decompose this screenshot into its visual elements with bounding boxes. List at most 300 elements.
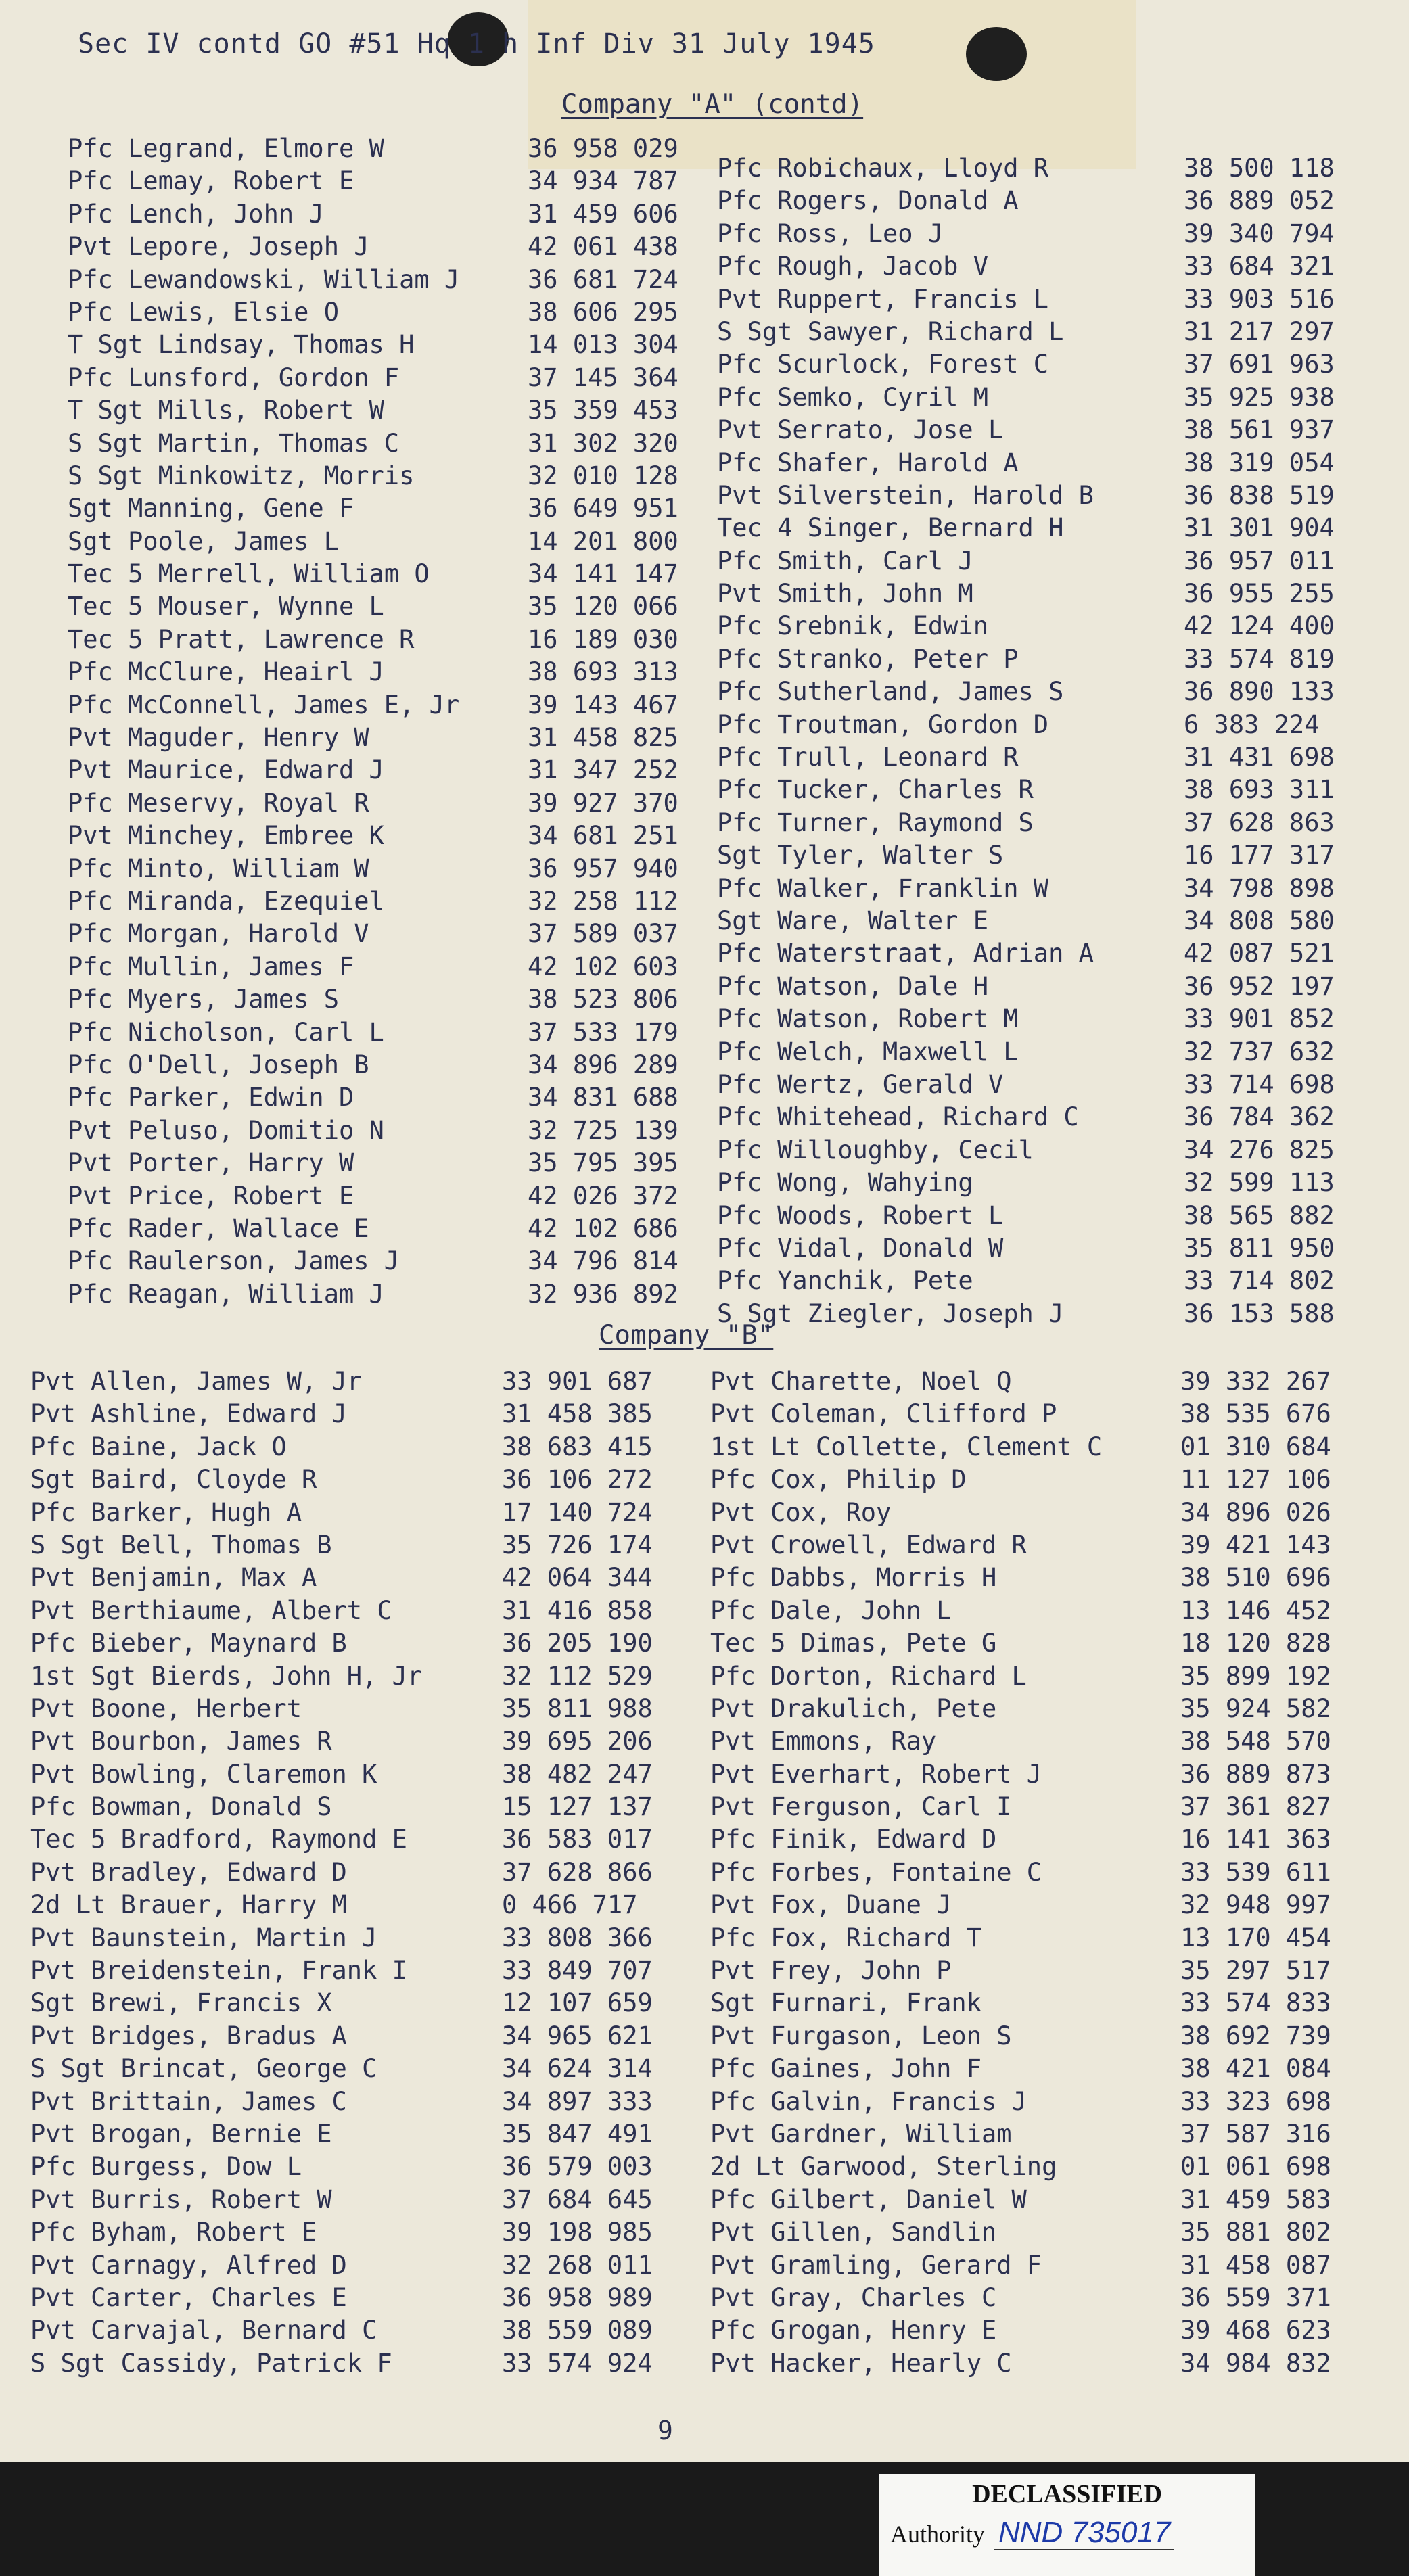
soldier-name: Pvt Carter, Charles E xyxy=(30,2282,347,2312)
soldier-name: Pvt Gardner, William xyxy=(710,2119,1012,2149)
soldier-name: Pfc Mullin, James F xyxy=(68,952,354,981)
soldier-name: Pvt Baunstein, Martin J xyxy=(30,1923,377,1952)
roster-entry xyxy=(68,1245,690,1278)
soldier-name: Tec 5 Pratt, Lawrence R xyxy=(68,624,415,654)
roster-entry xyxy=(68,853,690,885)
roster-entry xyxy=(30,2053,680,2085)
serial-number: 38 561 937 xyxy=(1184,415,1335,445)
serial-number: 32 599 113 xyxy=(1184,1168,1335,1198)
serial-number: 36 681 724 xyxy=(528,264,678,294)
roster-entry xyxy=(30,2249,680,2282)
soldier-name: Pfc Watson, Robert M xyxy=(717,1004,1019,1034)
roster-entry xyxy=(30,2118,680,2151)
soldier-name: Pfc Gilbert, Daniel W xyxy=(710,2184,1027,2214)
serial-number: 35 726 174 xyxy=(502,1530,653,1560)
soldier-name: Pfc Woods, Robert L xyxy=(717,1200,1004,1230)
serial-number: 14 201 800 xyxy=(528,526,678,556)
roster-entry xyxy=(710,2249,1366,2282)
serial-number: 35 925 938 xyxy=(1184,382,1335,412)
serial-number: 37 628 863 xyxy=(1184,807,1335,837)
roster-entry xyxy=(710,2053,1366,2085)
serial-number: 36 649 951 xyxy=(528,494,678,523)
roster-entry xyxy=(68,198,690,231)
serial-number: 42 064 344 xyxy=(502,1563,653,1593)
soldier-name: S Sgt Cassidy, Patrick F xyxy=(30,2348,392,2378)
soldier-name: Pfc Vidal, Donald W xyxy=(717,1233,1004,1263)
soldier-name: Pfc Burgess, Dow L xyxy=(30,2152,302,2182)
serial-number: 16 141 363 xyxy=(1180,1825,1331,1854)
serial-number: 38 548 570 xyxy=(1180,1727,1331,1756)
serial-number: 34 276 825 xyxy=(1184,1135,1335,1165)
roster-entry xyxy=(717,872,1366,905)
roster-entry xyxy=(710,1693,1366,1725)
soldier-name: Pfc Morgan, Harold V xyxy=(68,919,369,949)
soldier-name: Pvt Breidenstein, Frank I xyxy=(30,1956,407,1986)
roster-entry xyxy=(68,1049,690,1081)
serial-number: 33 901 687 xyxy=(502,1367,653,1396)
roster-entry xyxy=(717,643,1366,676)
roster-entry xyxy=(68,427,690,460)
soldier-name: Pfc Miranda, Ezequiel xyxy=(68,886,384,916)
roster-entry xyxy=(710,2282,1366,2314)
serial-number: 34 796 814 xyxy=(528,1246,678,1276)
roster-entry xyxy=(710,1398,1366,1430)
serial-number: 31 458 087 xyxy=(1180,2250,1331,2280)
serial-number: 13 170 454 xyxy=(1180,1923,1331,1952)
soldier-name: Pfc O'Dell, Joseph B xyxy=(68,1050,369,1079)
soldier-name: Tec 5 Dimas, Pete G xyxy=(710,1629,997,1658)
serial-number: 15 127 137 xyxy=(502,1792,653,1822)
serial-number: 34 896 026 xyxy=(1180,1497,1331,1527)
roster-entry xyxy=(710,1725,1366,1758)
roster-entry xyxy=(717,348,1366,381)
company-b-heading: Company "B" xyxy=(599,1320,774,1351)
serial-number: 33 574 833 xyxy=(1180,1988,1331,2018)
soldier-name: S Sgt Brincat, George C xyxy=(30,2054,377,2084)
roster-entry xyxy=(717,1298,1366,1330)
roster-entry xyxy=(68,983,690,1016)
roster-entry xyxy=(30,1562,680,1594)
serial-number: 31 217 297 xyxy=(1184,317,1335,346)
serial-number: 16 177 317 xyxy=(1184,841,1335,870)
serial-number: 36 889 052 xyxy=(1184,186,1335,216)
roster-entry xyxy=(68,329,690,361)
soldier-name: Pfc Nicholson, Carl L xyxy=(68,1017,384,1047)
stamp-title: DECLASSIFIED xyxy=(972,2480,1162,2508)
soldier-name: Pvt Brogan, Bernie E xyxy=(30,2119,332,2149)
serial-number: 36 958 029 xyxy=(528,134,678,163)
serial-number: 12 107 659 xyxy=(502,1988,653,2018)
soldier-name: Pfc Barker, Hugh A xyxy=(30,1497,302,1527)
serial-number: 36 559 371 xyxy=(1180,2282,1331,2312)
serial-number: 14 013 304 xyxy=(528,330,678,360)
document-header: Sec IV contd GO #51 Hq 1 h Inf Div 31 July 1945 xyxy=(78,28,875,60)
roster-entry xyxy=(30,2282,680,2314)
soldier-name: Pvt Ashline, Edward J xyxy=(30,1399,347,1429)
company-b-left-roster xyxy=(30,1365,680,2380)
soldier-name: Pfc Grogan, Henry E xyxy=(710,2316,997,2345)
serial-number: 34 681 251 xyxy=(528,821,678,851)
serial-number: 33 849 707 xyxy=(502,1956,653,1986)
roster-entry xyxy=(710,1529,1366,1562)
serial-number: 38 535 676 xyxy=(1180,1399,1331,1429)
roster-entry xyxy=(717,610,1366,642)
serial-number: 39 332 267 xyxy=(1180,1367,1331,1396)
serial-number: 42 102 686 xyxy=(528,1213,678,1243)
soldier-name: Pfc Welch, Maxwell L xyxy=(717,1037,1019,1067)
soldier-name: Pfc Troutman, Gordon D xyxy=(717,709,1049,739)
company-a-left-roster xyxy=(68,133,690,1311)
serial-number: 37 628 866 xyxy=(502,1857,653,1887)
soldier-name: Pfc Gaines, John F xyxy=(710,2054,981,2084)
soldier-name: Pvt Ruppert, Francis L xyxy=(717,284,1049,314)
serial-number: 32 268 011 xyxy=(502,2250,653,2280)
serial-number: 36 583 017 xyxy=(502,1825,653,1854)
soldier-name: Pfc Semko, Cyril M xyxy=(717,382,988,412)
roster-entry xyxy=(68,362,690,394)
serial-number: 38 693 311 xyxy=(1184,775,1335,805)
soldier-name: Pvt Maurice, Edward J xyxy=(68,755,384,785)
soldier-name: Pfc Scurlock, Forest C xyxy=(717,350,1049,379)
roster-entry xyxy=(710,1758,1366,1791)
serial-number: 35 811 988 xyxy=(502,1693,653,1723)
roster-entry xyxy=(710,1595,1366,1627)
soldier-name: S Sgt Martin, Thomas C xyxy=(68,428,400,458)
serial-number: 31 458 385 xyxy=(502,1399,653,1429)
roster-entry xyxy=(68,1147,690,1179)
serial-number: 6 383 224 xyxy=(1184,709,1320,739)
soldier-name: Pfc Forbes, Fontaine C xyxy=(710,1857,1042,1887)
serial-number: 38 500 118 xyxy=(1184,154,1335,183)
roster-entry xyxy=(30,1791,680,1823)
roster-entry xyxy=(68,885,690,918)
roster-entry xyxy=(30,2086,680,2118)
serial-number: 36 205 190 xyxy=(502,1629,653,1658)
serial-number: 36 106 272 xyxy=(502,1465,653,1495)
serial-number: 42 124 400 xyxy=(1184,611,1335,641)
soldier-name: Sgt Baird, Cloyde R xyxy=(30,1465,317,1495)
roster-entry xyxy=(710,2216,1366,2249)
roster-entry xyxy=(30,1595,680,1627)
serial-number: 34 965 621 xyxy=(502,2021,653,2051)
serial-number: 36 890 133 xyxy=(1184,677,1335,707)
roster-entry xyxy=(68,1115,690,1147)
soldier-name: Pvt Peluso, Domitio N xyxy=(68,1115,384,1145)
roster-entry xyxy=(717,578,1366,610)
serial-number: 31 347 252 xyxy=(528,755,678,785)
roster-entry xyxy=(68,492,690,525)
company-a-heading: Company "A" (contd) xyxy=(561,89,864,120)
serial-number: 35 924 582 xyxy=(1180,1693,1331,1723)
soldier-name: Pfc Whitehead, Richard C xyxy=(717,1102,1079,1132)
roster-entry xyxy=(717,1265,1366,1297)
soldier-name: S Sgt Bell, Thomas B xyxy=(30,1530,332,1560)
serial-number: 34 798 898 xyxy=(1184,873,1335,903)
roster-entry xyxy=(717,512,1366,544)
roster-entry xyxy=(68,165,690,197)
soldier-name: Sgt Tyler, Walter S xyxy=(717,841,1004,870)
serial-number: 31 459 583 xyxy=(1180,2184,1331,2214)
roster-entry xyxy=(30,2347,680,2380)
roster-entry xyxy=(717,447,1366,479)
soldier-name: Pvt Berthiaume, Albert C xyxy=(30,1595,392,1625)
roster-entry xyxy=(30,2314,680,2347)
roster-entry xyxy=(68,1016,690,1049)
roster-entry xyxy=(710,1823,1366,1856)
soldier-name: 2d Lt Brauer, Harry M xyxy=(30,1890,347,1920)
soldier-name: Pvt Carvajal, Bernard C xyxy=(30,2316,377,2345)
page-number: 9 xyxy=(657,2416,673,2445)
roster-entry xyxy=(717,970,1366,1003)
roster-entry xyxy=(717,937,1366,970)
serial-number: 32 936 892 xyxy=(528,1279,678,1309)
roster-entry xyxy=(30,1431,680,1463)
soldier-name: Pvt Smith, John M xyxy=(717,579,973,609)
company-a-right-roster xyxy=(717,152,1366,1330)
roster-entry xyxy=(717,283,1366,316)
soldier-name: Pfc Cox, Philip D xyxy=(710,1465,967,1495)
roster-entry xyxy=(68,656,690,688)
stamp-authority-label: Authority xyxy=(890,2521,985,2548)
roster-entry xyxy=(717,1003,1366,1035)
roster-entry xyxy=(710,2314,1366,2347)
soldier-name: Pfc Reagan, William J xyxy=(68,1279,384,1309)
roster-entry xyxy=(717,709,1366,741)
serial-number: 35 899 192 xyxy=(1180,1661,1331,1691)
soldier-name: Pvt Frey, John P xyxy=(710,1956,952,1986)
soldier-name: S Sgt Minkowitz, Morris xyxy=(68,461,415,490)
serial-number: 34 831 688 xyxy=(528,1083,678,1113)
roster-entry xyxy=(30,1889,680,1921)
serial-number: 42 087 521 xyxy=(1184,939,1335,968)
soldier-name: Pfc Finik, Edward D xyxy=(710,1825,997,1854)
soldier-name: Pvt Porter, Harry W xyxy=(68,1148,354,1178)
roster-entry xyxy=(717,185,1366,217)
roster-entry xyxy=(30,1725,680,1758)
roster-entry xyxy=(717,218,1366,250)
roster-entry xyxy=(710,2184,1366,2216)
roster-entry xyxy=(30,1758,680,1791)
soldier-name: Pfc Rader, Wallace E xyxy=(68,1213,369,1243)
serial-number: 33 808 366 xyxy=(502,1923,653,1952)
soldier-name: Pfc Rough, Jacob V xyxy=(717,252,988,281)
serial-number: 42 026 372 xyxy=(528,1181,678,1211)
roster-entry xyxy=(68,590,690,623)
serial-number: 32 737 632 xyxy=(1184,1037,1335,1067)
roster-entry xyxy=(710,1562,1366,1594)
soldier-name: Pvt Benjamin, Max A xyxy=(30,1563,317,1593)
roster-entry xyxy=(710,1627,1366,1660)
roster-entry xyxy=(710,1889,1366,1921)
roster-entry xyxy=(30,1398,680,1430)
roster-entry xyxy=(710,1791,1366,1823)
serial-number: 33 574 819 xyxy=(1184,644,1335,674)
punch-hole-right xyxy=(966,27,1027,81)
roster-entry xyxy=(30,1660,680,1693)
serial-number: 38 683 415 xyxy=(502,1432,653,1461)
soldier-name: Pfc Bieber, Maynard B xyxy=(30,1629,347,1658)
soldier-name: Pfc Trull, Leonard R xyxy=(717,743,1019,772)
soldier-name: Pfc Lench, John J xyxy=(68,199,324,229)
roster-entry xyxy=(68,754,690,787)
serial-number: 36 889 873 xyxy=(1180,1759,1331,1789)
roster-entry xyxy=(710,2020,1366,2053)
roster-entry xyxy=(68,1278,690,1311)
roster-entry xyxy=(717,839,1366,872)
roster-entry xyxy=(710,1922,1366,1954)
soldier-name: Pfc Robichaux, Lloyd R xyxy=(717,154,1049,183)
serial-number: 39 340 794 xyxy=(1184,218,1335,248)
stamp-authority-value: NND 735017 xyxy=(994,2516,1174,2550)
serial-number: 33 323 698 xyxy=(1180,2086,1331,2116)
soldier-name: Pfc McConnell, James E, Jr xyxy=(68,690,460,720)
roster-entry xyxy=(68,918,690,950)
soldier-name: Sgt Ware, Walter E xyxy=(717,906,988,935)
roster-entry xyxy=(717,1101,1366,1133)
soldier-name: Sgt Brewi, Francis X xyxy=(30,1988,332,2018)
roster-entry xyxy=(30,1463,680,1496)
serial-number: 36 838 519 xyxy=(1184,480,1335,510)
roster-entry xyxy=(68,951,690,983)
serial-number: 39 198 985 xyxy=(502,2218,653,2247)
soldier-name: Tec 5 Bradford, Raymond E xyxy=(30,1825,407,1854)
soldier-name: Pvt Lepore, Joseph J xyxy=(68,232,369,262)
roster-entry xyxy=(68,296,690,329)
roster-entry xyxy=(68,394,690,427)
serial-number: 37 587 316 xyxy=(1180,2119,1331,2149)
roster-entry xyxy=(68,820,690,852)
soldier-name: Pfc Baine, Jack O xyxy=(30,1432,287,1461)
roster-entry xyxy=(717,774,1366,806)
serial-number: 31 458 825 xyxy=(528,723,678,753)
serial-number: 37 684 645 xyxy=(502,2184,653,2214)
soldier-name: Pfc Waterstraat, Adrian A xyxy=(717,939,1094,968)
serial-number: 42 102 603 xyxy=(528,952,678,981)
soldier-name: Pvt Maguder, Henry W xyxy=(68,723,369,753)
roster-entry xyxy=(68,1081,690,1114)
serial-number: 36 784 362 xyxy=(1184,1102,1335,1132)
soldier-name: Pvt Boone, Herbert xyxy=(30,1693,302,1723)
serial-number: 35 847 491 xyxy=(502,2119,653,2149)
serial-number: 37 361 827 xyxy=(1180,1792,1331,1822)
roster-entry xyxy=(717,414,1366,446)
soldier-name: Pvt Silverstein, Harold B xyxy=(717,480,1094,510)
soldier-name: Pfc Parker, Edwin D xyxy=(68,1083,354,1113)
serial-number: 38 523 806 xyxy=(528,985,678,1014)
roster-entry xyxy=(717,1232,1366,1265)
roster-entry xyxy=(68,689,690,722)
soldier-name: Pfc Byham, Robert E xyxy=(30,2218,317,2247)
soldier-name: Pvt Coleman, Clifford P xyxy=(710,1399,1057,1429)
soldier-name: Pvt Hacker, Hearly C xyxy=(710,2348,1012,2378)
soldier-name: Pvt Bradley, Edward D xyxy=(30,1857,347,1887)
soldier-name: Pvt Gray, Charles C xyxy=(710,2282,997,2312)
soldier-name: Tec 4 Singer, Bernard H xyxy=(717,513,1064,543)
soldier-name: Pfc Wong, Wahying xyxy=(717,1168,973,1198)
roster-entry xyxy=(68,722,690,754)
soldier-name: Pvt Bowling, Claremon K xyxy=(30,1759,377,1789)
roster-entry xyxy=(68,558,690,590)
serial-number: 01 310 684 xyxy=(1180,1432,1331,1461)
roster-entry xyxy=(717,1167,1366,1199)
roster-entry xyxy=(717,152,1366,185)
roster-entry xyxy=(717,250,1366,283)
soldier-name: Pfc Meservy, Royal R xyxy=(68,788,369,818)
serial-number: 31 431 698 xyxy=(1184,743,1335,772)
serial-number: 34 897 333 xyxy=(502,2086,653,2116)
serial-number: 35 811 950 xyxy=(1184,1233,1335,1263)
roster-entry xyxy=(68,525,690,558)
soldier-name: Pvt Allen, James W, Jr xyxy=(30,1367,363,1396)
roster-entry xyxy=(717,905,1366,937)
serial-number: 33 903 516 xyxy=(1184,284,1335,314)
roster-entry xyxy=(30,1365,680,1398)
roster-entry xyxy=(30,1856,680,1889)
roster-entry xyxy=(717,1069,1366,1101)
roster-entry xyxy=(30,2216,680,2249)
soldier-name: Pvt Bourbon, James R xyxy=(30,1727,332,1756)
roster-entry xyxy=(717,479,1366,512)
soldier-name: Pfc Tucker, Charles R xyxy=(717,775,1034,805)
roster-entry xyxy=(717,1134,1366,1167)
soldier-name: Sgt Furnari, Frank xyxy=(710,1988,981,2018)
soldier-name: Pfc Dale, John L xyxy=(710,1595,952,1625)
roster-entry xyxy=(30,2151,680,2183)
serial-number: 34 141 147 xyxy=(528,559,678,589)
serial-number: 32 948 997 xyxy=(1180,1890,1331,1920)
serial-number: 33 574 924 xyxy=(502,2348,653,2378)
soldier-name: Pvt Minchey, Embree K xyxy=(68,821,384,851)
roster-entry xyxy=(717,381,1366,414)
roster-entry xyxy=(710,2151,1366,2183)
serial-number: 16 189 030 xyxy=(528,624,678,654)
roster-entry xyxy=(30,1823,680,1856)
serial-number: 31 302 320 xyxy=(528,428,678,458)
soldier-name: S Sgt Sawyer, Richard L xyxy=(717,317,1064,346)
soldier-name: Pvt Bridges, Bradus A xyxy=(30,2021,347,2051)
serial-number: 38 693 313 xyxy=(528,657,678,687)
serial-number: 39 421 143 xyxy=(1180,1530,1331,1560)
roster-entry xyxy=(717,807,1366,839)
serial-number: 32 112 529 xyxy=(502,1661,653,1691)
roster-entry xyxy=(68,264,690,296)
roster-entry xyxy=(30,2184,680,2216)
serial-number: 33 714 698 xyxy=(1184,1069,1335,1099)
roster-entry xyxy=(30,1497,680,1529)
roster-entry xyxy=(68,1180,690,1213)
soldier-name: Pfc Willoughby, Cecil xyxy=(717,1135,1034,1165)
roster-entry xyxy=(68,460,690,492)
soldier-name: T Sgt Lindsay, Thomas H xyxy=(68,330,415,360)
soldier-name: Pfc Raulerson, James J xyxy=(68,1246,400,1276)
soldier-name: Pfc Minto, William W xyxy=(68,853,369,883)
soldier-name: 1st Sgt Bierds, John H, Jr xyxy=(30,1661,423,1691)
serial-number: 36 579 003 xyxy=(502,2152,653,2182)
roster-entry xyxy=(710,1463,1366,1496)
soldier-name: Pvt Ferguson, Carl I xyxy=(710,1792,1012,1822)
serial-number: 36 958 989 xyxy=(502,2282,653,2312)
soldier-name: Pvt Crowell, Edward R xyxy=(710,1530,1027,1560)
serial-number: 31 416 858 xyxy=(502,1595,653,1625)
roster-entry xyxy=(717,741,1366,774)
serial-number: 17 140 724 xyxy=(502,1497,653,1527)
serial-number: 37 533 179 xyxy=(528,1017,678,1047)
soldier-name: Pfc Stranko, Peter P xyxy=(717,644,1019,674)
roster-entry xyxy=(68,231,690,263)
soldier-name: Pvt Emmons, Ray xyxy=(710,1727,937,1756)
soldier-name: Pfc Turner, Raymond S xyxy=(717,807,1034,837)
roster-entry xyxy=(710,1497,1366,1529)
